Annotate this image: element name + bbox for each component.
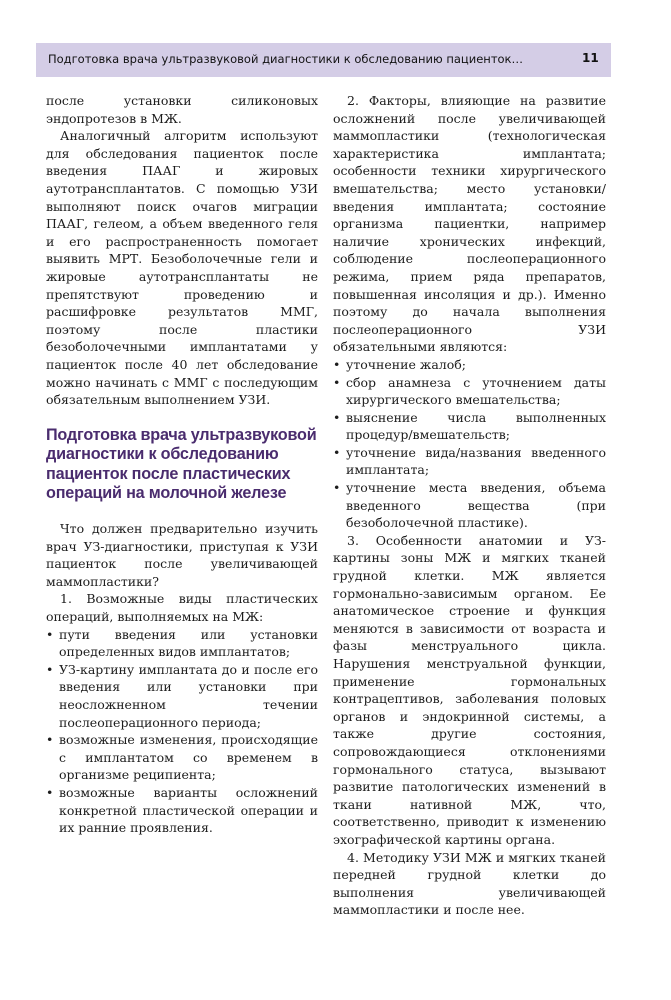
paragraph: после установки силиконовых эндопротезов в МЖ. — [46, 93, 318, 126]
list-item: • пути введения или установки определенных видов имплантатов; — [46, 626, 318, 661]
list-item: • возможные варианты осложнений конкретной пластической операции и их ранние проявления. — [46, 784, 318, 837]
page-number: 11 — [582, 51, 599, 65]
section-heading: Подготовка врача ультразвуковой диагностики к обследованию пациенток после пластических операций на молочной железе — [46, 425, 317, 503]
paragraph: 3. Особенности анатомии и УЗ-картины зоны МЖ и мягких тканей грудной клетки. МЖ является гормонально-зависимым органом. Ее анатомическое строение и функция меняются в зависимости от возраста и фазы менструального цикла. Нарушения менструальной функции, применение гормональных контрацептивов, заболевания половых органов и эндокринной системы, а также другие состояния, сопровождающиеся отклонениями гормонального статуса, вызывают развитие патологических изменений в ткани нативной МЖ, что, соответственно, приводит к изменению эхографической картины органа. — [333, 532, 606, 847]
list-intro: 1. Возможные виды пластических операций, выполняемых на МЖ: — [46, 591, 318, 625]
bullet-list — [333, 356, 606, 532]
paragraph: 4. Методику УЗИ МЖ и мягких тканей передней грудной клетки до выполнения увеличивающей маммопластики и после нее. — [333, 849, 606, 918]
section-question: Что должен предварительно изучить врач УЗ-диагностики, приступая к УЗИ пациенток после увеличивающей маммопластики? — [46, 521, 318, 589]
list-item: • уточнение места введения, объема введенного вещества (при безоболочечной пластике). — [333, 479, 606, 532]
paragraph: Аналогичный алгоритм используют для обследования пациенток после введения ПААГ и жировых аутотрансплантатов. С помощью УЗИ выполняют поиск очагов миграции ПААГ, гелеом, а объем введенного геля и его распространенность помогает выявить МРТ. Безоболочечные гели и жировые аутотрансплантаты не препятствуют проведению и расшифровке результатов ММГ, поэтому после пластики безоболочечными имплантатами у пациенток после 40 лет обследование можно начинать с ММГ с последующим обязательным выполнением УЗИ. — [46, 128, 318, 408]
list-item: • уточнение жалоб; — [333, 356, 606, 374]
list-item: • сбор анамнеза с уточнением даты хирургического вмешательства; — [333, 374, 606, 409]
list-item: • УЗ-картину имплантата до и после его введения или установки при неосложненном течении послеоперационного периода; — [46, 661, 318, 731]
bullet-list — [46, 626, 318, 837]
list-item: • уточнение вида/названия введенного имплантата; — [333, 444, 606, 479]
right-column — [333, 92, 606, 919]
running-header-title: Подготовка врача ультразвуковой диагностики к обследованию пациенток… — [48, 52, 523, 66]
list-item: • возможные изменения, происходящие с имплантатом со временем в организме реципиента; — [46, 731, 318, 784]
paragraph: 2. Факторы, влияющие на развитие осложнений после увеличивающей маммопластики (технологическая характеристика имплантата; особенности техники хирургического вмешательства; место установки/введения имплантата; состояние организма пациентки, например наличие хронических инфекций, соблюдение послеоперационного режима, прием ряда препаратов, повышенная инсоляция и др.). Именно поэтому до начала выполнения послеоперационного УЗИ обязательными являются: — [333, 93, 606, 355]
left-column — [46, 92, 318, 837]
list-item: • выяснение числа выполненных процедур/вмешательств; — [333, 409, 606, 444]
